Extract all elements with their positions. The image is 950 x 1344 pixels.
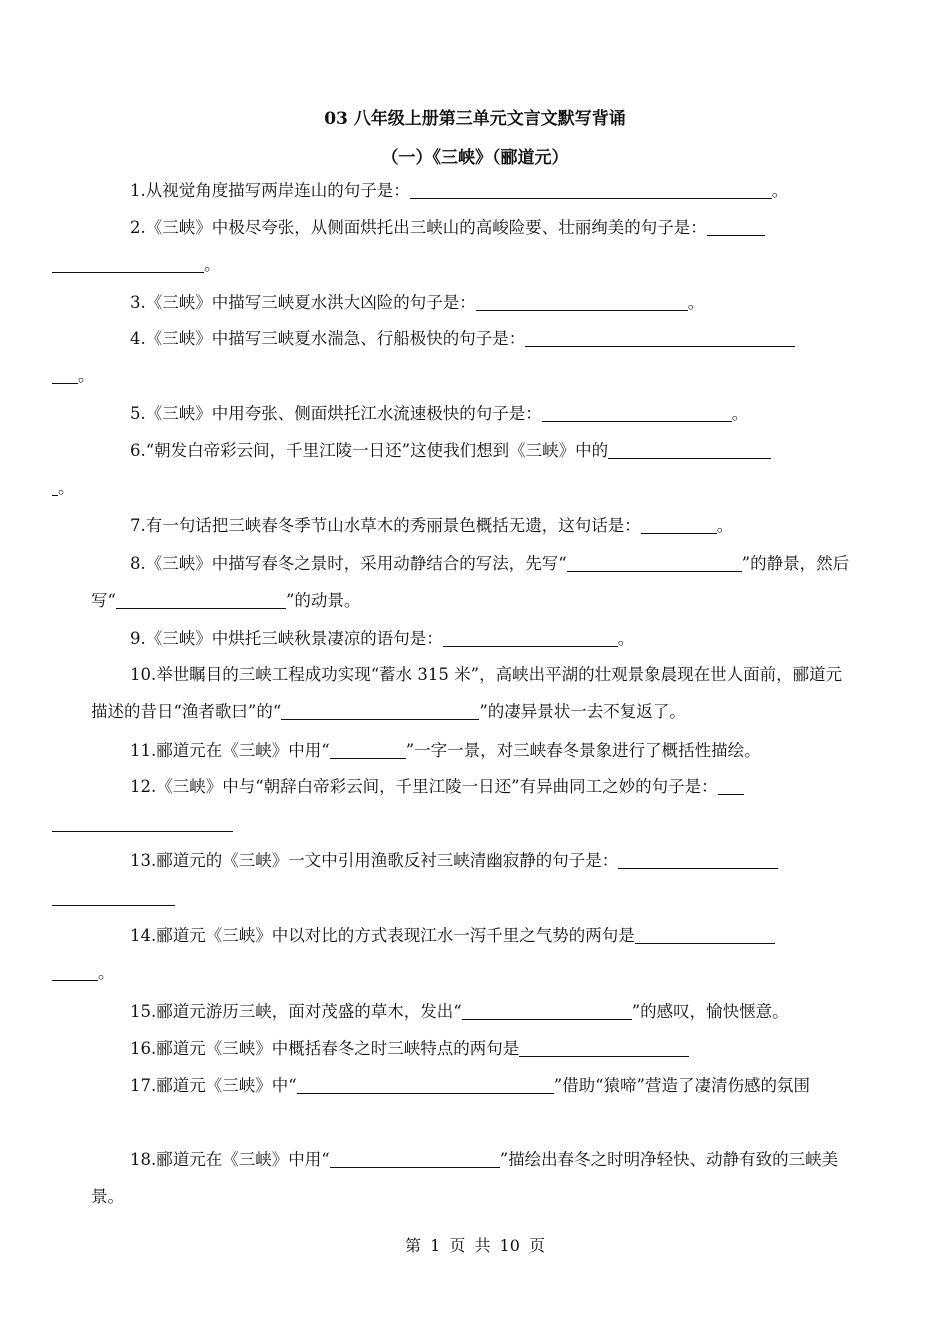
question-text: 7.有一句话把三峡春冬季节山水草木的秀丽景色概括无遗，这句话是： (130, 516, 641, 535)
question-text: 18.郦道元在《三峡》中用“ (130, 1150, 330, 1169)
answer-blank[interactable] (52, 252, 204, 273)
question-text: 9.《三峡》中烘托三峡秋景凄凉的语句是： (130, 629, 443, 648)
answer-blank[interactable] (707, 215, 765, 236)
answer-blank[interactable] (52, 363, 78, 384)
question-4 (78, 320, 856, 394)
answer-blank[interactable] (297, 1073, 554, 1094)
question-text: 10.举世瞩目的三峡工程成功实现“蓄水 315 米”，高峡出平湖的壮观景象晨现在世人面前，郦道元描述的昔日“渔者歌曰”的“ (91, 665, 843, 721)
question-text: 6.“朝发白帝彩云间，千里江陵一日还”这使我们想到《三峡》中的 (130, 441, 609, 460)
question-tail: 。 (716, 516, 734, 535)
question-text: 5.《三峡》中用夸张、侧面烘托江水流速极快的句子是： (130, 404, 542, 423)
question-15 (91, 993, 856, 1030)
answer-blank[interactable] (52, 960, 98, 981)
answer-blank[interactable] (116, 588, 286, 609)
question-text: 15.郦道元游历三峡，面对茂盛的草木，发出“ (130, 1002, 462, 1021)
page-footer: 第 1 页 共 10 页 (405, 1236, 545, 1255)
question-tail: ”的感叹，愉快惬意。 (631, 1002, 789, 1021)
question-7 (91, 507, 856, 544)
question-tail: ”的静景，然后写“ (91, 554, 850, 610)
question-tail: 。 (78, 366, 95, 385)
question-text: 4.《三峡》中描写三峡夏水湍急、行船极快的句子是： (130, 329, 526, 348)
section-title: （一）《三峡》（郦道元） (381, 148, 569, 168)
question-tail: 。 (98, 963, 115, 982)
question-14 (91, 917, 856, 991)
question-tail: ”描绘出春冬之时明净轻快、动静有致的三峡美景。 (91, 1150, 839, 1206)
question-text: 8.《三峡》中描写春冬之景时，采用动静结合的写法，先写“ (130, 554, 567, 573)
question-18 (91, 1141, 856, 1215)
answer-blank[interactable] (330, 738, 406, 759)
answer-blank[interactable] (542, 401, 732, 422)
answer-blank[interactable] (52, 811, 233, 832)
document-title: 03 八年级上册第三单元文言文默写背诵 (324, 109, 626, 129)
answer-blank[interactable] (567, 551, 742, 572)
question-tail: ”借助“猿啼”营造了凄清伤感的氛围 (553, 1076, 810, 1095)
answer-blank[interactable] (635, 923, 775, 944)
answer-blank[interactable] (462, 999, 632, 1020)
question-10 (91, 656, 856, 730)
question-1 (91, 172, 856, 209)
question-text: 13.郦道元的《三峡》一文中引用渔歌反衬三峡清幽寂静的句子是： (130, 851, 619, 870)
question-text: 17.郦道元《三峡》中“ (130, 1076, 297, 1095)
question-text: 16.郦道元《三峡》中概括春冬之时三峡特点的两句是 (130, 1039, 520, 1058)
question-text: 1.从视觉角度描写两岸连山的句子是： (130, 181, 410, 200)
question-text: 11.郦道元在《三峡》中用“ (130, 741, 330, 760)
question-3 (91, 284, 856, 321)
answer-blank[interactable] (476, 290, 688, 311)
question-2 (91, 209, 856, 283)
question-6 (58, 432, 856, 506)
question-text: 2.《三峡》中极尽夸张，从侧面烘托出三峡山的高峻险要、壮丽绚美的句子是： (130, 218, 707, 237)
question-12 (91, 768, 856, 842)
question-tail: ”一字一景，对三峡春冬景象进行了概括性描绘。 (405, 741, 761, 760)
answer-blank[interactable] (330, 1147, 500, 1168)
question-text: 12.《三峡》中与“朝辞白帝彩云间，千里江陵一日还”有异曲同工之妙的句子是： (130, 777, 718, 796)
answer-blank[interactable] (525, 326, 795, 347)
question-tail: 。 (731, 404, 749, 423)
answer-blank[interactable] (52, 885, 175, 906)
question-17 (91, 1067, 856, 1104)
question-tail: 。 (617, 629, 635, 648)
question-text: 14.郦道元《三峡》中以对比的方式表现江水一泻千里之气势的两句是 (130, 926, 635, 945)
answer-blank[interactable] (410, 178, 772, 199)
question-tail: ”的动景。 (285, 591, 361, 610)
question-5 (91, 395, 856, 432)
question-text: 3.《三峡》中描写三峡夏水洪大凶险的句子是： (130, 293, 476, 312)
question-13 (91, 842, 856, 916)
question-tail: 。 (771, 181, 789, 200)
question-8 (91, 545, 856, 619)
question-16 (91, 1030, 856, 1067)
answer-blank[interactable] (618, 848, 778, 869)
question-tail: 。 (204, 255, 221, 274)
answer-blank[interactable] (443, 626, 618, 647)
question-tail: ”的凄异景状一去不复返了。 (479, 702, 686, 721)
answer-blank[interactable] (281, 699, 479, 720)
question-11 (91, 732, 856, 769)
question-tail: 。 (687, 293, 705, 312)
answer-blank[interactable] (608, 438, 771, 459)
answer-blank[interactable] (519, 1036, 689, 1057)
answer-blank[interactable] (641, 513, 717, 534)
question-tail: 。 (58, 478, 75, 497)
answer-blank[interactable] (718, 774, 744, 795)
question-9 (91, 620, 856, 657)
